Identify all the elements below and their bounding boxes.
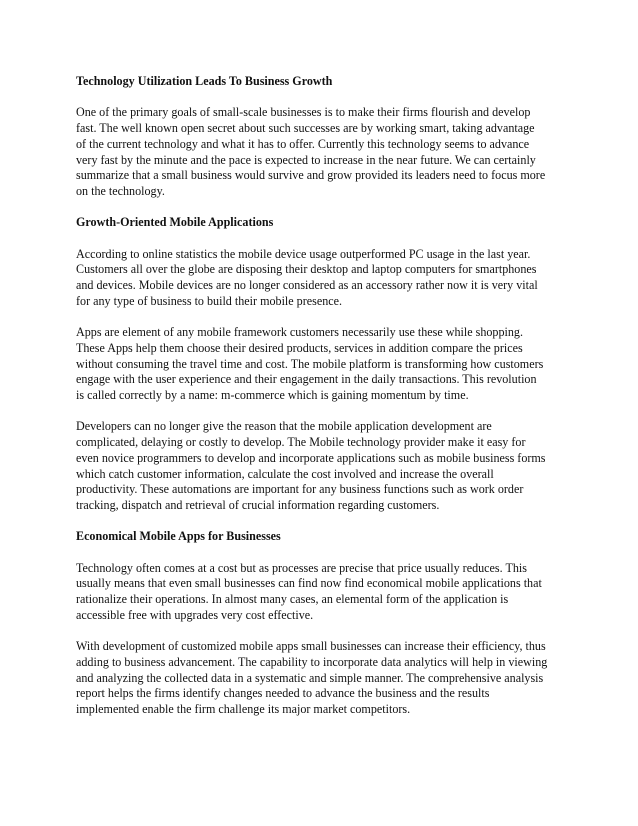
text-line: Economical Mobile Apps for Businesses bbox=[76, 529, 281, 544]
section-heading bbox=[76, 529, 566, 545]
text-line: Developers can no longer give the reason that the mobile application development are bbox=[76, 419, 492, 434]
text-line: and analyzing the collected data in a systematic and simple manner. The comprehensive analysis bbox=[76, 670, 544, 685]
text-line: on the technology. bbox=[76, 183, 165, 198]
text-line: Growth-Oriented Mobile Applications bbox=[76, 215, 274, 230]
text-line: of the current technology and what it has to offer. Currently this technology seems to advance bbox=[76, 136, 530, 151]
section-heading bbox=[76, 215, 566, 231]
text-line: which catch customer information, calculate the cost involved and increase the overall bbox=[76, 466, 494, 481]
text-line: According to online statistics the mobile device usage outperformed PC usage in the last year. bbox=[76, 246, 531, 261]
text-line: complicated, delaying or costly to develop. The Mobile technology provider make it easy for bbox=[76, 435, 526, 450]
paragraph bbox=[76, 105, 566, 199]
text-line: is called correctly by a name: m-commerce which is gaining momentum by time. bbox=[76, 388, 469, 402]
text-line: even novice programmers to develop and incorporate applications such as mobile business forms bbox=[76, 450, 546, 465]
text-line: These Apps help them choose their desired products, services in addition compare the prices bbox=[76, 340, 523, 355]
paragraph bbox=[76, 639, 566, 718]
text-line: without consuming the travel time and cost. The mobile platform is transforming how customers bbox=[76, 356, 544, 371]
text-line: Apps are element of any mobile framework customers necessarily use these while shopping. bbox=[76, 325, 524, 340]
text-line: implemented enable the firm challenge its major market competitors. bbox=[76, 702, 411, 716]
text-line: With development of customized mobile apps small businesses can increase their efficiency, thus bbox=[76, 639, 546, 654]
text-line: Technology often comes at a cost but as processes are precise that price usually reduces. This bbox=[76, 560, 527, 575]
text-line: very fast by the minute and the pace is expected to increase in the near future. We can certainly bbox=[76, 152, 536, 167]
paragraph bbox=[76, 325, 566, 404]
section-heading bbox=[76, 74, 566, 90]
text-line: accessible free with upgrades very cost effective. bbox=[76, 607, 314, 622]
text-line: fast. The well known open secret about such successes are by working smart, taking advantage bbox=[76, 121, 535, 136]
paragraph bbox=[76, 247, 566, 310]
text-line: Technology Utilization Leads To Business Growth bbox=[76, 74, 333, 88]
document-page bbox=[76, 74, 566, 733]
text-line: rationalize their operations. In almost many cases, an elemental form of the application is bbox=[76, 592, 509, 607]
paragraph bbox=[76, 561, 566, 624]
text-line: tracking, dispatch and retrieval of crucial information regarding customers. bbox=[76, 497, 440, 512]
text-line: Customers all over the globe are disposing their desktop and laptop computers for smartphones bbox=[76, 262, 537, 277]
text-line: report helps the firms identify changes needed to advance the business and the results bbox=[76, 686, 490, 701]
text-line: and devices. Mobile devices are no longer considered as an accessory rather now it is very vital bbox=[76, 278, 538, 293]
text-line: One of the primary goals of small-scale businesses is to make their firms flourish and develop bbox=[76, 105, 531, 120]
text-line: for any type of business to build their mobile presence. bbox=[76, 293, 342, 308]
text-line: usually means that even small businesses can find now find economical mobile applications that bbox=[76, 576, 542, 591]
text-line: summarize that a small business would survive and grow provided its leaders need to focus more bbox=[76, 168, 546, 183]
paragraph bbox=[76, 419, 566, 513]
text-line: adding to business advancement. The capability to incorporate data analytics will help in viewing bbox=[76, 654, 548, 669]
text-line: productivity. These automations are important for any business functions such as work order bbox=[76, 482, 524, 497]
text-line: engage with the user experience and their engagement in the daily transactions. This revolution bbox=[76, 372, 537, 387]
